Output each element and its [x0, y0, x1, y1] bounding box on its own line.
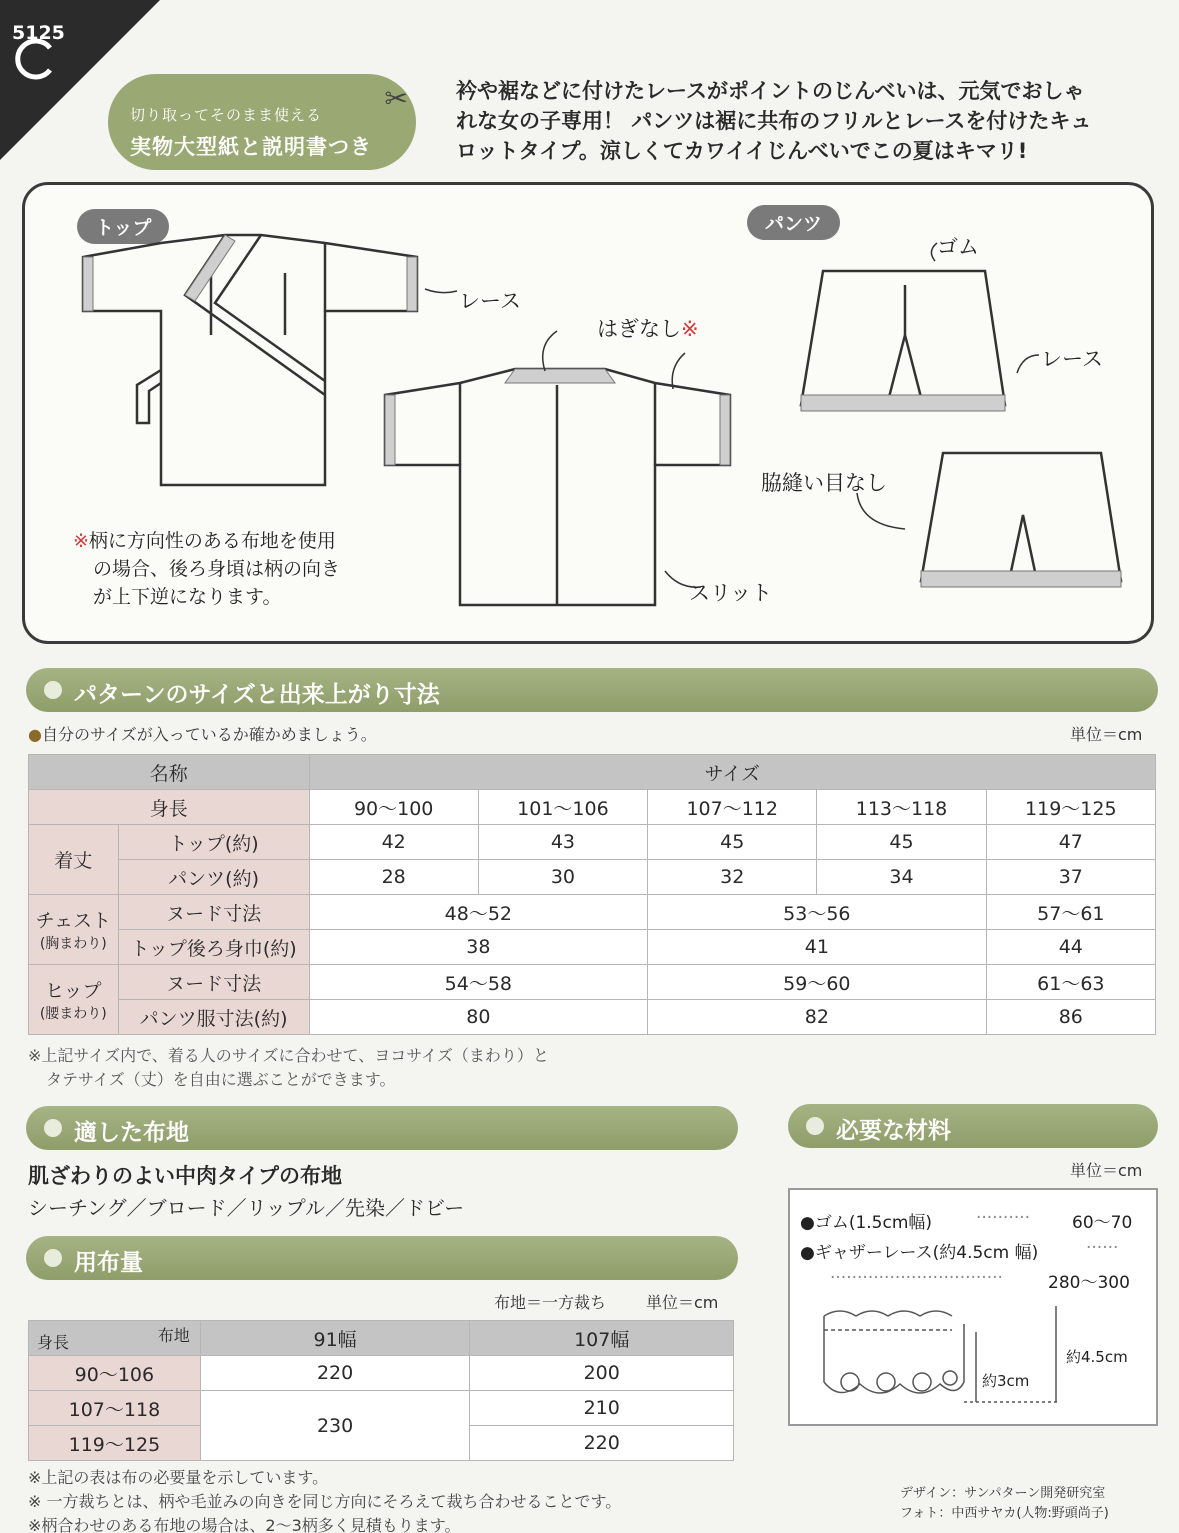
design-credit: デザイン：サンパターン開発研究室 — [900, 1486, 1106, 1501]
yardage-footnote-line: ※柄合わせのある布地の場合は、2〜3柄多く見積もります。 — [28, 1516, 461, 1533]
hip-label-text: ヒップ — [45, 980, 102, 1002]
corner-fabric: 布地 — [157, 1326, 190, 1345]
yardage-91: 220 — [200, 1356, 470, 1391]
yardage-section-title: 用布量 — [74, 1250, 143, 1276]
fabric-section-bar — [26, 1106, 738, 1150]
name-header: 名称 — [29, 755, 310, 790]
size-footnote-line: ※上記サイズ内で、着る人のサイズに合わせて、ヨコサイズ（まわり）と — [28, 1046, 549, 1065]
note-mark: ※ — [73, 530, 89, 552]
pants-garment-label: パンツ服寸法(約) — [118, 1000, 309, 1035]
materials-section-title: 必要な材料 — [836, 1118, 951, 1144]
pants-length-cell: 37 — [986, 860, 1155, 895]
height-cell: 101〜106 — [478, 790, 647, 825]
slit-label: スリット — [689, 581, 773, 605]
height-label: 身長 — [29, 790, 310, 825]
pill-title: 実物大型紙と説明書つき — [130, 135, 372, 159]
yardage-91: 230 — [200, 1391, 470, 1461]
yardage-corner — [29, 1321, 201, 1356]
intro-line: 衿や裾などに付けたレースがポイントのじんべいは、元気でおしゃ — [456, 79, 1085, 103]
top-length-cell: 45 — [817, 825, 986, 860]
back-width-cell: 44 — [986, 930, 1155, 965]
back-width-cell: 41 — [648, 930, 987, 965]
size-note-bullet: ● — [28, 725, 42, 744]
materials-section-bar — [788, 1104, 1158, 1148]
lace-item: ●ギャザーレース(約4.5cm 幅) — [800, 1243, 1039, 1263]
pants-length-cell: 30 — [478, 860, 647, 895]
elastic-leader: ·········· — [976, 1208, 1031, 1228]
size-header: サイズ — [309, 755, 1155, 790]
top-length-cell: 43 — [478, 825, 647, 860]
yardage-height: 107〜118 — [29, 1391, 201, 1426]
lace-leader: ······ — [1086, 1238, 1119, 1258]
bullet-dot-icon — [806, 1117, 824, 1135]
fabric-list: シーチング／ブロード／リップル／先染／ドビー — [28, 1196, 465, 1220]
materials-unit: 単位＝cm — [1070, 1161, 1143, 1180]
col-107: 107幅 — [470, 1321, 734, 1356]
top-length-cell: 47 — [986, 825, 1155, 860]
yardage-unit: 単位＝cm — [646, 1293, 719, 1312]
top-tag: トップ — [77, 209, 169, 244]
pants-length-label: パンツ(約) — [118, 860, 309, 895]
lace-dim-inner: 約3cm — [982, 1372, 1030, 1390]
pattern-code: 5125 — [12, 22, 65, 44]
pants-length-cell: 28 — [309, 860, 478, 895]
yardage-footnote-line: ※ 一方裁ちとは、柄や毛並みの向きを同じ方向にそろえて裁ち合わせることです。 — [28, 1492, 622, 1511]
hip-nude-label: ヌード寸法 — [118, 965, 309, 1000]
intro-line: れな女の子専用！ パンツは裾に共布のフリルとレースを付けたキュ — [456, 109, 1092, 133]
col-91: 91幅 — [200, 1321, 470, 1356]
bullet-dot-icon — [44, 1119, 62, 1137]
pattern-pill — [108, 74, 416, 170]
size-note-text: 自分のサイズが入っているか確かめましょう。 — [41, 725, 377, 744]
yardage-107: 220 — [470, 1426, 734, 1461]
top-length-label: トップ(約) — [118, 825, 309, 860]
bullet-dot-icon — [44, 681, 62, 699]
lace-leader-2: ································ — [830, 1268, 1003, 1288]
hip-sub-label: (腰まわり) — [39, 1006, 107, 1022]
height-cell: 107〜112 — [648, 790, 817, 825]
intro-line: ロットタイプ。涼しくてカワイイじんべいでこの夏はキマリ! — [456, 139, 1028, 163]
illustration-panel — [22, 182, 1154, 644]
cut-note: 布地＝一方裁ち — [494, 1293, 607, 1312]
hip-nude-cell: 54〜58 — [309, 965, 648, 1000]
top-length-cell: 45 — [648, 825, 817, 860]
size-footnote-line: タテサイズ（丈）を自由に選ぶことができます。 — [46, 1070, 396, 1089]
yardage-footnote-line: ※上記の表は布の必要量を示しています。 — [28, 1468, 329, 1487]
lace-dim-outer: 約4.5cm — [1066, 1348, 1128, 1366]
note-line: の場合、後ろ身頃は柄の向き — [93, 558, 341, 580]
pants-length-cell: 34 — [817, 860, 986, 895]
corner-height: 身長 — [37, 1333, 70, 1352]
seamless-mark: ※ — [681, 317, 699, 341]
pants-garment-cell: 82 — [648, 1000, 987, 1035]
size-unit: 単位＝cm — [1070, 725, 1143, 744]
materials-box — [788, 1188, 1158, 1426]
lace-value: 280〜300 — [1048, 1273, 1130, 1293]
credits — [900, 1484, 1109, 1524]
photo-credit: フォト：中西サヤカ(人物:野頭尚子) — [900, 1506, 1109, 1521]
yardage-footnote — [28, 1466, 621, 1533]
hip-nude-cell: 61〜63 — [986, 965, 1155, 1000]
back-width-cell: 38 — [309, 930, 648, 965]
lace-label-top: レース — [459, 289, 521, 313]
pill-subtitle: 切り取ってそのまま使える — [130, 106, 323, 124]
chest-nude-cell: 57〜61 — [986, 895, 1155, 930]
no-side-seam-label: 脇縫い目なし — [761, 471, 887, 495]
fabric-section-title: 適した布地 — [74, 1120, 189, 1146]
pants-garment-cell: 80 — [309, 1000, 648, 1035]
bullet-dot-icon — [44, 1249, 62, 1267]
chest-nude-cell: 53〜56 — [648, 895, 987, 930]
height-cell: 113〜118 — [817, 790, 986, 825]
pattern-direction-note — [73, 527, 340, 611]
lace-label-pants: レース — [1041, 347, 1103, 371]
chest-nude-cell: 48〜52 — [309, 895, 648, 930]
size-note — [28, 722, 377, 745]
note-line: が上下逆になります。 — [93, 586, 282, 608]
size-section-title: パターンのサイズと出来上がり寸法 — [74, 682, 440, 708]
size-section-bar — [26, 668, 1158, 712]
yardage-height: 90〜106 — [29, 1356, 201, 1391]
chest-label-text: チェスト — [35, 910, 111, 932]
yardage-height: 119〜125 — [29, 1426, 201, 1461]
fabric-heading: 肌ざわりのよい中肉タイプの布地 — [28, 1164, 342, 1188]
chest-nude-label: ヌード寸法 — [118, 895, 309, 930]
pants-garment-cell: 86 — [986, 1000, 1155, 1035]
yardage-107: 210 — [470, 1391, 734, 1426]
pants-length-cell: 32 — [648, 860, 817, 895]
hip-nude-cell: 59〜60 — [648, 965, 987, 1000]
height-cell: 119〜125 — [986, 790, 1155, 825]
elastic-value: 60〜70 — [1072, 1213, 1133, 1233]
pants-tag: パンツ — [747, 205, 840, 240]
yardage-section-bar — [26, 1236, 738, 1280]
yardage-table — [28, 1320, 734, 1461]
size-footnote — [28, 1044, 549, 1092]
top-length-cell: 42 — [309, 825, 478, 860]
note-line: 柄に方向性のある布地を使用 — [88, 530, 336, 552]
yardage-107: 200 — [470, 1356, 734, 1391]
seamless-text: はぎなし — [597, 317, 681, 341]
chest-sub-label: (胸まわり) — [39, 936, 107, 952]
gather-lace-icon — [820, 1302, 1070, 1412]
length-label: 着丈 — [29, 825, 119, 895]
seamless-label — [597, 313, 699, 343]
size-table — [28, 754, 1156, 1035]
elastic-label: ゴム — [937, 235, 979, 259]
hip-label — [29, 965, 119, 1035]
back-width-label: トップ後ろ身巾(約) — [118, 930, 309, 965]
elastic-item: ●ゴム(1.5cm幅) — [800, 1213, 933, 1233]
chest-label — [29, 895, 119, 965]
scissors-icon: ✂ — [384, 82, 408, 115]
height-cell: 90〜100 — [309, 790, 478, 825]
intro-text — [456, 76, 1156, 166]
